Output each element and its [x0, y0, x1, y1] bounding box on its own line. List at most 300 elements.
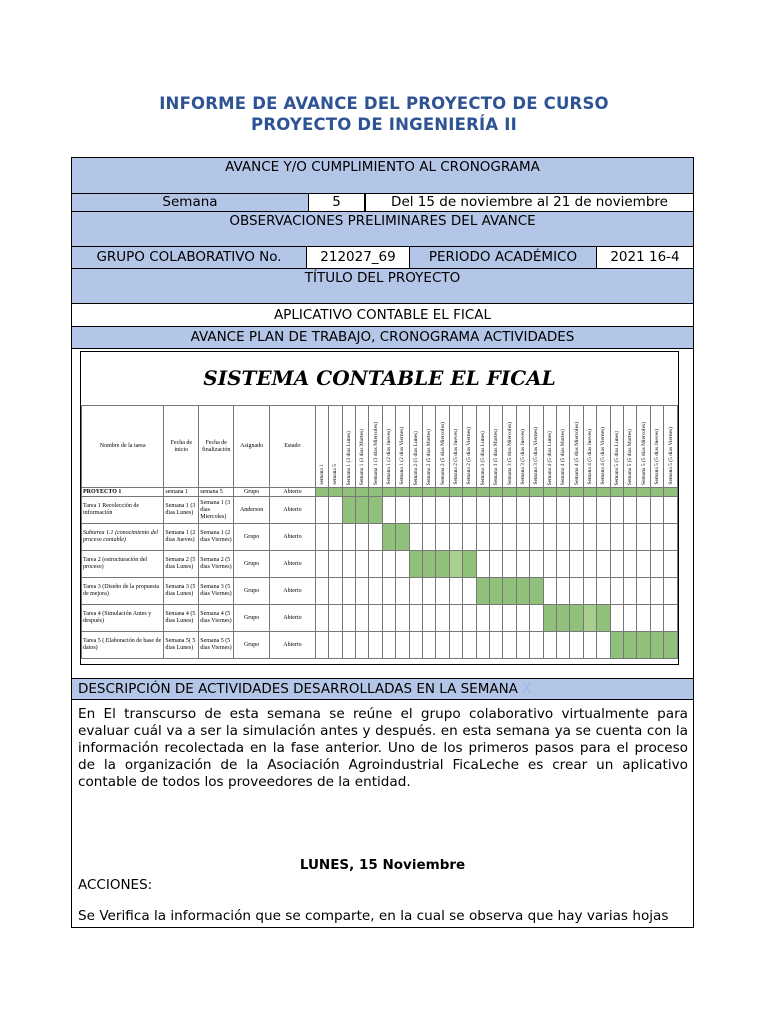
- gantt-bar-cell: [530, 488, 543, 497]
- task-end: Semana 1 (2 dias Viernes): [199, 524, 234, 551]
- gantt-week-header: [369, 406, 382, 488]
- gantt-bar-cell: [610, 488, 623, 497]
- gantt-week-label: Semana 5 (5 dias Miercoles): [640, 422, 647, 485]
- gantt-empty-cell: [396, 605, 409, 632]
- gantt-empty-cell: [315, 605, 328, 632]
- task-assigned: Grupo: [234, 578, 270, 605]
- gantt-empty-cell: [664, 551, 678, 578]
- descripcion-heading-row: [72, 678, 693, 700]
- gantt-bar-cell: [610, 632, 623, 659]
- gantt-empty-cell: [329, 497, 342, 524]
- gantt-empty-cell: [315, 578, 328, 605]
- gantt-bar-cell: [315, 488, 328, 497]
- gantt-empty-cell: [583, 578, 596, 605]
- gantt-bar-cell: [637, 488, 650, 497]
- gantt-empty-cell: [382, 578, 395, 605]
- gantt-week-label: Semana 1 (3 dias Lunes): [345, 430, 352, 485]
- gantt-bar-cell: [422, 551, 435, 578]
- task-status: Abierto: [270, 551, 316, 578]
- gantt-empty-cell: [315, 632, 328, 659]
- gantt-empty-cell: [637, 605, 650, 632]
- gantt-empty-cell: [355, 551, 368, 578]
- gantt-week-label: semana 1: [318, 464, 325, 485]
- gantt-row: [82, 551, 678, 578]
- task-assigned: Grupo: [234, 605, 270, 632]
- gantt-empty-cell: [557, 524, 570, 551]
- gantt-bar-cell: [650, 632, 663, 659]
- gantt-empty-cell: [543, 524, 556, 551]
- gantt-bar-cell: [449, 551, 462, 578]
- gantt-empty-cell: [463, 632, 476, 659]
- gantt-empty-cell: [557, 632, 570, 659]
- gantt-bar-cell: [557, 488, 570, 497]
- gantt-bar-cell: [650, 488, 663, 497]
- gantt-week-header: [342, 406, 355, 488]
- gantt-table: [81, 405, 678, 659]
- semana-row: [72, 194, 693, 212]
- gantt-week-label: Semana 1 (2 dias Viernes): [399, 427, 406, 485]
- gantt-week-label: Semana 4 (5 dias Miercoles): [573, 422, 580, 485]
- titulo-value: APLICATIVO CONTABLE EL FICAL: [273, 307, 492, 323]
- gantt-bar-cell: [436, 488, 449, 497]
- gantt-empty-cell: [436, 524, 449, 551]
- gantt-empty-cell: [449, 497, 462, 524]
- task-name: Tarea 5 ( Elaboración de base de datos): [82, 632, 164, 659]
- gantt-header-row: [82, 406, 678, 488]
- gantt-empty-cell: [530, 524, 543, 551]
- gantt-bar-cell: [490, 488, 503, 497]
- gantt-empty-cell: [409, 524, 422, 551]
- gantt-empty-cell: [597, 578, 610, 605]
- gantt-header-cell: Fecha de inicio: [164, 406, 199, 488]
- gantt-empty-cell: [409, 578, 422, 605]
- gantt-bar-cell: [583, 488, 596, 497]
- gantt-empty-cell: [476, 524, 489, 551]
- gantt-empty-cell: [650, 605, 663, 632]
- gantt-empty-cell: [329, 605, 342, 632]
- gantt-empty-cell: [369, 632, 382, 659]
- gantt-row: [82, 632, 678, 659]
- gantt-empty-cell: [382, 497, 395, 524]
- gantt-week-header: [329, 406, 342, 488]
- gantt-empty-cell: [329, 578, 342, 605]
- gantt-bar-cell: [422, 488, 435, 497]
- gantt-empty-cell: [382, 551, 395, 578]
- gantt-week-header: [449, 406, 462, 488]
- gantt-row: [82, 578, 678, 605]
- gantt-empty-cell: [342, 524, 355, 551]
- gantt-bar-cell: [409, 488, 422, 497]
- titulo-label: TÍTULO DEL PROYECTO: [304, 270, 461, 286]
- gantt-empty-cell: [449, 524, 462, 551]
- task-status: Abierto: [270, 497, 316, 524]
- gantt-week-label: Semana 2 (5 dias Viernes): [466, 427, 473, 485]
- task-name: Tarea 2 (estructuración del proceso): [82, 551, 164, 578]
- gantt-week-label: Semana 4 (5 dias Viernes): [600, 427, 607, 485]
- gantt-empty-cell: [329, 551, 342, 578]
- gantt-empty-cell: [342, 605, 355, 632]
- gantt-bar-cell: [369, 488, 382, 497]
- gantt-empty-cell: [570, 551, 583, 578]
- gantt-empty-cell: [503, 632, 516, 659]
- gantt-empty-cell: [516, 632, 529, 659]
- task-assigned: Grupo: [234, 524, 270, 551]
- gantt-row: [82, 524, 678, 551]
- gantt-empty-cell: [409, 605, 422, 632]
- gantt-week-header: [382, 406, 395, 488]
- gantt-week-header: [650, 406, 663, 488]
- gantt-bar-cell: [476, 578, 489, 605]
- task-status: Abierto: [270, 632, 316, 659]
- gantt-empty-cell: [503, 551, 516, 578]
- gantt-bar-cell: [516, 488, 529, 497]
- gantt-week-label: semana 5: [332, 464, 339, 485]
- gantt-bar-cell: [637, 632, 650, 659]
- gantt-empty-cell: [650, 551, 663, 578]
- gantt-bar-cell: [342, 488, 355, 497]
- gantt-bar-cell: [557, 605, 570, 632]
- gantt-week-header: [530, 406, 543, 488]
- gantt-empty-cell: [597, 551, 610, 578]
- gantt-week-label: Semana 3 (5 dias Miercoles): [506, 422, 513, 485]
- gantt-empty-cell: [449, 632, 462, 659]
- semana-value: 5: [308, 193, 365, 212]
- gantt-empty-cell: [583, 524, 596, 551]
- acciones-label: ACCIONES:: [78, 877, 153, 893]
- gantt-week-header: [570, 406, 583, 488]
- gantt-week-header: [583, 406, 596, 488]
- task-name: Subtarea 1.1 (conocimiento del proceso contable): [82, 524, 164, 551]
- gantt-week-label: Semana 2 (5 dias Lunes): [412, 430, 419, 485]
- gantt-empty-cell: [396, 632, 409, 659]
- task-assigned: Grupo: [234, 488, 270, 497]
- gantt-empty-cell: [530, 497, 543, 524]
- gantt-week-header: [355, 406, 368, 488]
- task-start: Semana 3 (5 dias Lunes): [164, 578, 199, 605]
- gantt-empty-cell: [650, 524, 663, 551]
- gantt-week-header: [610, 406, 623, 488]
- task-assigned: Grupo: [234, 551, 270, 578]
- descripcion-week-marker: X: [522, 681, 532, 697]
- gantt-empty-cell: [436, 632, 449, 659]
- gantt-week-label: Semana 2 (5 dias Jueves): [453, 429, 459, 485]
- gantt-bar-cell: [597, 605, 610, 632]
- gantt-bar-cell: [329, 488, 342, 497]
- gantt-empty-cell: [315, 497, 328, 524]
- gantt-bar-cell: [409, 551, 422, 578]
- gantt-empty-cell: [557, 497, 570, 524]
- descripcion-heading: DESCRIPCIÓN DE ACTIVIDADES DESARROLLADAS EN LA SEMANA: [78, 681, 518, 697]
- task-start: Semana 1 (2 dias Jueves): [164, 524, 199, 551]
- gantt-bar-cell: [396, 488, 409, 497]
- gantt-empty-cell: [315, 551, 328, 578]
- gantt-empty-cell: [476, 551, 489, 578]
- task-assigned: Grupo: [234, 632, 270, 659]
- gantt-empty-cell: [583, 632, 596, 659]
- gantt-bar-cell: [396, 524, 409, 551]
- task-status: Abierto: [270, 524, 316, 551]
- gantt-empty-cell: [342, 578, 355, 605]
- periodo-value: 2021 16-4: [596, 246, 694, 269]
- gantt-empty-cell: [490, 632, 503, 659]
- gantt-empty-cell: [624, 605, 637, 632]
- gantt-week-label: Semana 3 (5 dias Viernes): [533, 427, 540, 485]
- avance-heading: AVANCE Y/O CUMPLIMIENTO AL CRONOGRAMA: [225, 159, 540, 175]
- gantt-empty-cell: [476, 632, 489, 659]
- gantt-empty-cell: [369, 578, 382, 605]
- gantt-empty-cell: [382, 605, 395, 632]
- gantt-empty-cell: [503, 497, 516, 524]
- gantt-bar-cell: [369, 497, 382, 524]
- gantt-empty-cell: [624, 551, 637, 578]
- grupo-value: 212027_69: [306, 246, 410, 269]
- gantt-week-label: Semana 3 (5 dias Lunes): [479, 430, 486, 485]
- gantt-week-header: [597, 406, 610, 488]
- gantt-week-header: [503, 406, 516, 488]
- gantt-empty-cell: [516, 551, 529, 578]
- gantt-bar-cell: [664, 488, 678, 497]
- task-assigned: Anderson: [234, 497, 270, 524]
- gantt-empty-cell: [355, 578, 368, 605]
- gantt-week-header: [409, 406, 422, 488]
- gantt-empty-cell: [436, 497, 449, 524]
- description-paragraph: En El transcurso de esta semana se reúne el grupo colaborativo virtualmente para evaluar cuál va a ser la simulación antes y después. en esta semana ya se cuenta con la información recolectada en la fase anterior. Uno de los primeros pasos para el proceso de la organización de la Asociación Agroindustrial FicaLeche es crear un aplicativo contable de todos los proveedores de la entidad.: [78, 706, 688, 790]
- task-end: Semana 1 (3 dias Miercoles): [199, 497, 234, 524]
- gantt-bar-cell: [436, 551, 449, 578]
- gantt-empty-cell: [490, 497, 503, 524]
- gantt-week-label: Semana 3 (5 dias Jueves): [520, 429, 527, 485]
- gantt-empty-cell: [530, 605, 543, 632]
- gantt-empty-cell: [664, 605, 678, 632]
- task-status: Abierto: [270, 488, 316, 497]
- gantt-empty-cell: [583, 551, 596, 578]
- gantt-week-header: [463, 406, 476, 488]
- gantt-bar-cell: [463, 488, 476, 497]
- gantt-bar-cell: [624, 632, 637, 659]
- gantt-empty-cell: [369, 524, 382, 551]
- gantt-empty-cell: [664, 497, 678, 524]
- gantt-bar-cell: [503, 578, 516, 605]
- gantt-empty-cell: [476, 605, 489, 632]
- day-heading: LUNES, 15 Noviembre: [299, 857, 466, 873]
- gantt-row: [82, 497, 678, 524]
- gantt-empty-cell: [664, 578, 678, 605]
- task-name: Tarea 4 (Simulación Antes y después): [82, 605, 164, 632]
- gantt-empty-cell: [650, 497, 663, 524]
- gantt-week-header: [664, 406, 678, 488]
- gantt-row: [82, 605, 678, 632]
- gantt-empty-cell: [597, 524, 610, 551]
- gantt-empty-cell: [369, 605, 382, 632]
- gantt-empty-cell: [624, 497, 637, 524]
- gantt-empty-cell: [624, 524, 637, 551]
- gantt-empty-cell: [530, 632, 543, 659]
- grupo-label: GRUPO COLABORATIVO No.: [96, 249, 282, 265]
- gantt-bar-cell: [570, 605, 583, 632]
- gantt-empty-cell: [570, 524, 583, 551]
- gantt-empty-cell: [610, 605, 623, 632]
- gantt-empty-cell: [329, 524, 342, 551]
- task-end: Semana 4 (5 dias Viernes): [199, 605, 234, 632]
- gantt-empty-cell: [490, 524, 503, 551]
- gantt-bar-cell: [530, 578, 543, 605]
- gantt-empty-cell: [449, 605, 462, 632]
- gantt-week-label: Semana 5 (5 dias Viernes): [667, 427, 674, 485]
- gantt-empty-cell: [637, 551, 650, 578]
- observaciones-row: [72, 212, 693, 247]
- gantt-bar-cell: [664, 632, 678, 659]
- gantt-week-header: [476, 406, 489, 488]
- gantt-empty-cell: [637, 497, 650, 524]
- task-name: PROYECTO 1: [82, 488, 164, 497]
- gantt-bar-cell: [570, 488, 583, 497]
- gantt-bar-cell: [583, 605, 596, 632]
- gantt-bar-cell: [382, 488, 395, 497]
- gantt-empty-cell: [355, 605, 368, 632]
- titulo-value-row: [72, 304, 693, 327]
- periodo-label: PERIODO ACADÉMICO: [428, 249, 578, 265]
- gantt-empty-cell: [543, 551, 556, 578]
- task-start: semana 1: [164, 488, 199, 497]
- gantt-week-header: [624, 406, 637, 488]
- gantt-week-header: [422, 406, 435, 488]
- gantt-empty-cell: [463, 524, 476, 551]
- task-start: Semana 4 (5 dias Lunes): [164, 605, 199, 632]
- gantt-empty-cell: [409, 632, 422, 659]
- gantt-header-cell: Nombre de la tarea: [82, 406, 164, 488]
- gantt-empty-cell: [570, 578, 583, 605]
- gantt-empty-cell: [422, 578, 435, 605]
- gantt-empty-cell: [463, 578, 476, 605]
- gantt-empty-cell: [543, 578, 556, 605]
- gantt-header-cell: Estado: [270, 406, 316, 488]
- gantt-empty-cell: [650, 578, 663, 605]
- gantt-chart: [80, 351, 679, 665]
- gantt-empty-cell: [342, 551, 355, 578]
- task-end: Semana 2 (5 dias Viernes): [199, 551, 234, 578]
- gantt-empty-cell: [449, 578, 462, 605]
- gantt-bar-cell: [355, 497, 368, 524]
- gantt-empty-cell: [610, 551, 623, 578]
- semana-label: Semana: [162, 194, 218, 210]
- gantt-bar-cell: [543, 488, 556, 497]
- gantt-empty-cell: [624, 578, 637, 605]
- gantt-empty-cell: [610, 497, 623, 524]
- gantt-week-header: [396, 406, 409, 488]
- grupo-row: [72, 247, 693, 269]
- gantt-week-header: [516, 406, 529, 488]
- gantt-empty-cell: [516, 497, 529, 524]
- gantt-week-header: [490, 406, 503, 488]
- gantt-week-label: Semana 4 (5 dias Jueves): [587, 429, 594, 485]
- gantt-empty-cell: [422, 524, 435, 551]
- gantt-empty-cell: [597, 497, 610, 524]
- gantt-empty-cell: [315, 524, 328, 551]
- gantt-empty-cell: [570, 632, 583, 659]
- gantt-empty-cell: [355, 524, 368, 551]
- gantt-empty-cell: [422, 497, 435, 524]
- gantt-week-label: Semana 5 (5 dias Jueves): [654, 429, 661, 485]
- gantt-week-label: Semana 4 (5 dias Martes): [560, 428, 567, 485]
- titulo-row: [72, 269, 693, 304]
- gantt-empty-cell: [422, 605, 435, 632]
- gantt-empty-cell: [396, 578, 409, 605]
- task-end: semana 5: [199, 488, 234, 497]
- gantt-bar-cell: [355, 488, 368, 497]
- gantt-empty-cell: [503, 524, 516, 551]
- gantt-week-label: Semana 5 (5 dias Martes): [627, 428, 634, 485]
- course-title: PROYECTO DE INGENIERÍA II: [251, 115, 517, 134]
- gantt-empty-cell: [396, 497, 409, 524]
- gantt-week-label: Semana 1 (2 dias Jueves): [385, 429, 392, 485]
- gantt-week-header: [637, 406, 650, 488]
- gantt-week-header: [557, 406, 570, 488]
- gantt-empty-cell: [530, 551, 543, 578]
- gantt-bar-cell: [463, 551, 476, 578]
- gantt-empty-cell: [422, 632, 435, 659]
- gantt-empty-cell: [557, 551, 570, 578]
- gantt-empty-cell: [355, 632, 368, 659]
- gantt-empty-cell: [516, 605, 529, 632]
- gantt-empty-cell: [436, 578, 449, 605]
- gantt-title: SISTEMA CONTABLE EL FICAL: [81, 352, 678, 406]
- gantt-empty-cell: [610, 524, 623, 551]
- task-start: Semana 5( 5 dias Lunes): [164, 632, 199, 659]
- gantt-empty-cell: [664, 524, 678, 551]
- gantt-empty-cell: [610, 578, 623, 605]
- gantt-bar-cell: [543, 605, 556, 632]
- gantt-bar-cell: [490, 578, 503, 605]
- gantt-header-cell: Asignado: [234, 406, 270, 488]
- gantt-empty-cell: [597, 632, 610, 659]
- gantt-week-label: Semana 4 (5 dias Lunes): [546, 430, 553, 485]
- plan-heading-row: [72, 327, 693, 349]
- gantt-bar-cell: [624, 488, 637, 497]
- task-start: Semana 2 (5 dias Lunes): [164, 551, 199, 578]
- gantt-row: [82, 488, 678, 497]
- gantt-empty-cell: [463, 497, 476, 524]
- gantt-bar-cell: [476, 488, 489, 497]
- gantt-bar-cell: [597, 488, 610, 497]
- gantt-bar-cell: [503, 488, 516, 497]
- task-status: Abierto: [270, 578, 316, 605]
- gantt-empty-cell: [503, 605, 516, 632]
- avance-heading-row: [72, 158, 693, 194]
- gantt-empty-cell: [476, 497, 489, 524]
- gantt-week-header: [315, 406, 328, 488]
- gantt-week-header: [436, 406, 449, 488]
- gantt-bar-cell: [342, 497, 355, 524]
- gantt-week-label: Semana 5 (5 dias Lunes): [613, 430, 620, 485]
- gantt-bar-cell: [382, 524, 395, 551]
- gantt-empty-cell: [570, 497, 583, 524]
- report-form: [71, 157, 694, 928]
- report-title: INFORME DE AVANCE DEL PROYECTO DE CURSO: [159, 94, 609, 113]
- gantt-empty-cell: [396, 551, 409, 578]
- gantt-empty-cell: [490, 551, 503, 578]
- gantt-empty-cell: [342, 632, 355, 659]
- gantt-bar-cell: [516, 578, 529, 605]
- gantt-empty-cell: [543, 632, 556, 659]
- gantt-empty-cell: [490, 605, 503, 632]
- task-status: Abierto: [270, 605, 316, 632]
- observaciones-heading: OBSERVACIONES PRELIMINARES DEL AVANCE: [229, 213, 536, 229]
- task-end: Semana 3 (5 dias Viernes): [199, 578, 234, 605]
- task-name: Tarea 3 (Diseño de la propuesta de mejora): [82, 578, 164, 605]
- gantt-empty-cell: [436, 605, 449, 632]
- gantt-week-header: [543, 406, 556, 488]
- gantt-empty-cell: [637, 524, 650, 551]
